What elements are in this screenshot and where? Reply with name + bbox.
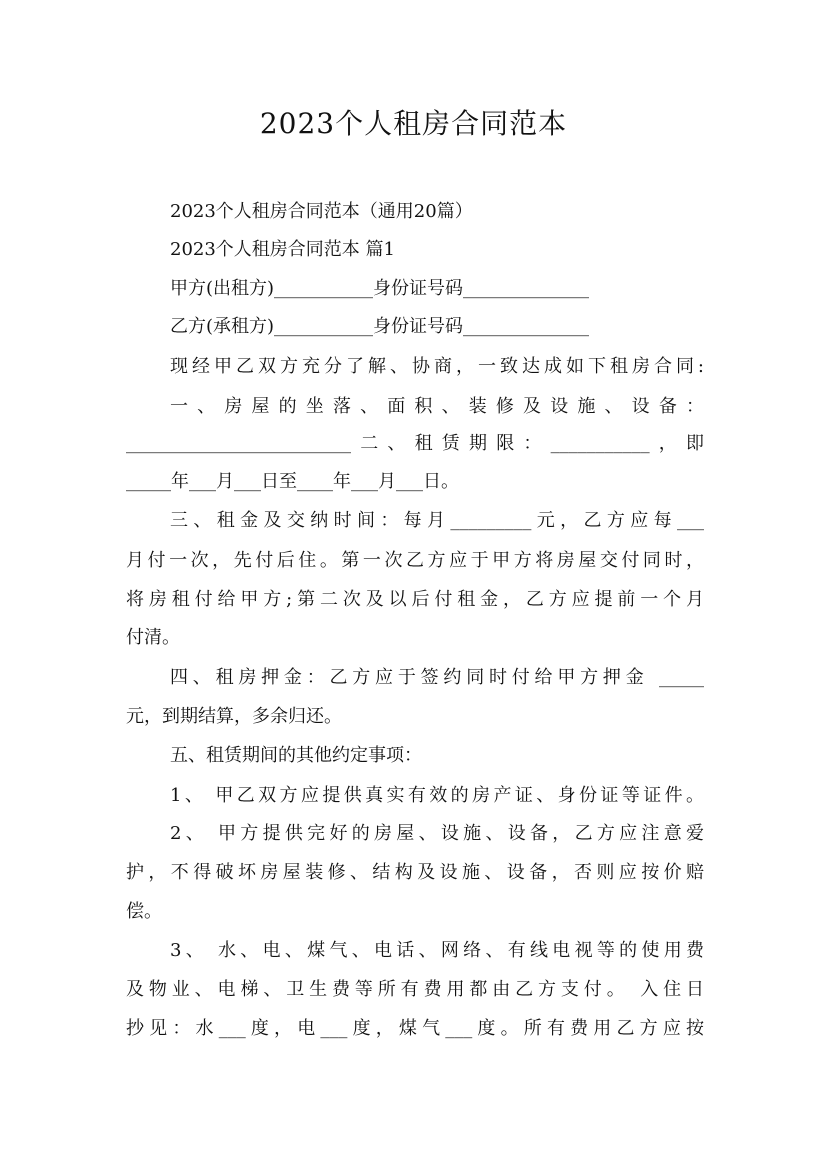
text-line: 月付一次，先付后住。第一次乙方应于甲方将房屋交付同时，	[126, 550, 704, 571]
text-line: 元，到期结算，多余归还。	[126, 706, 342, 727]
text-line: 抄见：水___度，电___度，煤气___度。所有费用乙方应按	[126, 1018, 704, 1039]
document-title: 2023个人租房合同范本	[259, 107, 568, 140]
text-line: 乙方(承租方)___________身份证号码______________	[170, 316, 590, 337]
text-line: 五、租赁期间的其他约定事项：	[170, 745, 422, 766]
text-line: 3、 水、电、煤气、电话、网络、有线电视等的使用费	[170, 940, 704, 961]
text-line: 1、 甲乙双方应提供真实有效的房产证、身份证等证件。	[170, 785, 704, 806]
text-line: 四、租房押金：乙方应于签约同时付给甲方押金 _____	[170, 667, 704, 688]
text-line: 三、租金及交纳时间：每月_________元，乙方应每___	[170, 510, 704, 531]
text-line: 及物业、电梯、卫生费等所有费用都由乙方支付。 入住日	[126, 979, 704, 1000]
text-line: _____年___月___日至____年___月___日。	[126, 471, 459, 492]
text-line: 付清。	[126, 627, 180, 648]
text-line: 现经甲乙双方充分了解、协商，一致达成如下租房合同:	[170, 356, 704, 377]
text-line: 一、房屋的坐落、面积、装修及设施、设备：	[170, 396, 704, 417]
text-line: 将房租付给甲方;第二次及以后付租金，乙方应提前一个月	[126, 589, 704, 610]
text-line: _________________________二、租赁期限：___________，即	[126, 433, 704, 454]
text-line: 2023个人租房合同范本（通用20篇）	[170, 201, 473, 222]
text-line: 2023个人租房合同范本 篇1	[170, 239, 395, 260]
text-line: 偿。	[126, 901, 162, 922]
text-line: 2、 甲方提供完好的房屋、设施、设备，乙方应注意爱	[170, 823, 704, 844]
text-line: 护，不得破坏房屋装修、结构及设施、设备，否则应按价赔	[126, 862, 704, 883]
text-line: 甲方(出租方)___________身份证号码______________	[170, 278, 590, 299]
